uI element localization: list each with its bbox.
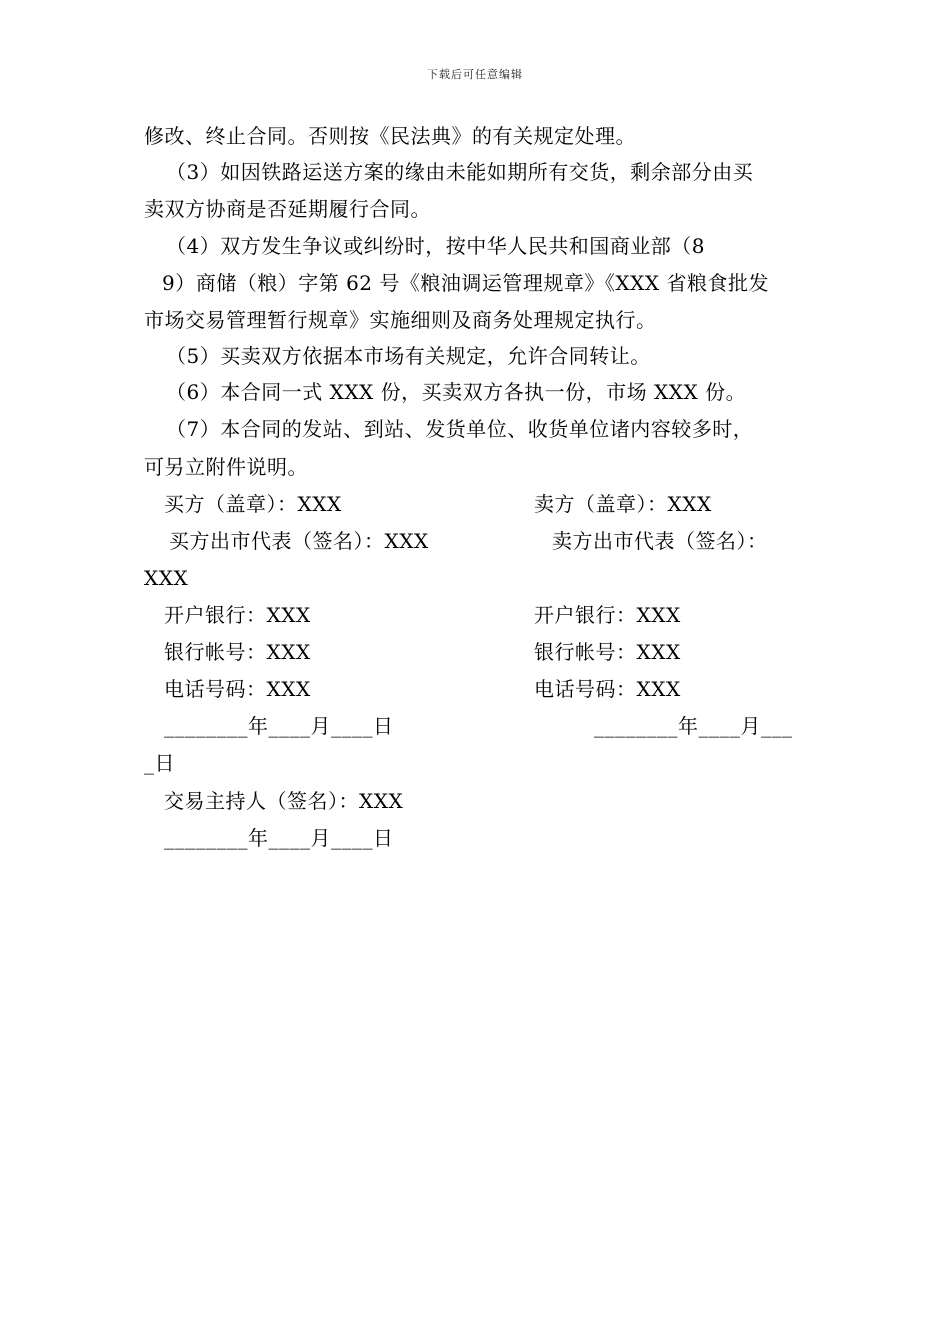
clause-7: （7）本合同的发站、到站、发货单位、收货单位诸内容较多时， <box>166 417 754 441</box>
paragraph-line: 9）商储（粮）字第 62 号《粮油调运管理规章》《XXX 省粮食批发 <box>162 271 769 295</box>
host-date: ________年____月____日 <box>164 826 394 850</box>
clause-5: （5）买卖双方依据本市场有关规定，允许合同转让。 <box>166 344 651 368</box>
paragraph-line: 可另立附件说明。 <box>144 455 308 479</box>
seller-seal: 卖方（盖章）：XXX <box>534 492 712 516</box>
buyer-account: 银行帐号：XXX <box>164 640 311 664</box>
buyer-date: ________年____月____日 <box>164 714 394 738</box>
buyer-seal: 买方（盖章）：XXX <box>164 492 342 516</box>
clause-3: （3）如因铁路运送方案的缘由未能如期所有交货，剩余部分由买 <box>166 160 754 184</box>
clause-4: （4）双方发生争议或纠纷时，按中华人民共和国商业部（8 <box>166 234 705 258</box>
buyer-representative: 买方出市代表（签名）：XXX <box>169 529 429 553</box>
paragraph-line: 市场交易管理暂行规章》实施细则及商务处理规定执行。 <box>144 308 657 332</box>
seller-date-cont: _日 <box>144 751 175 775</box>
page-header: 下载后可任意编辑 <box>427 68 523 81</box>
buyer-phone: 电话号码：XXX <box>164 677 311 701</box>
seller-account: 银行帐号：XXX <box>534 640 681 664</box>
seller-representative-value: XXX <box>144 566 189 590</box>
paragraph-line: 卖双方协商是否延期履行合同。 <box>144 197 431 221</box>
seller-representative: 卖方出市代表（签名）： <box>552 529 768 553</box>
seller-date: ________年____月___ <box>594 714 793 738</box>
clause-6: （6）本合同一式 XXX 份，买卖双方各执一份，市场 XXX 份。 <box>166 380 747 404</box>
buyer-bank: 开户银行：XXX <box>164 603 311 627</box>
host-signature: 交易主持人（签名）：XXX <box>164 789 404 813</box>
seller-phone: 电话号码：XXX <box>534 677 681 701</box>
seller-bank: 开户银行：XXX <box>534 603 681 627</box>
paragraph-line: 修改、终止合同。否则按《民法典》的有关规定处理。 <box>144 124 636 148</box>
